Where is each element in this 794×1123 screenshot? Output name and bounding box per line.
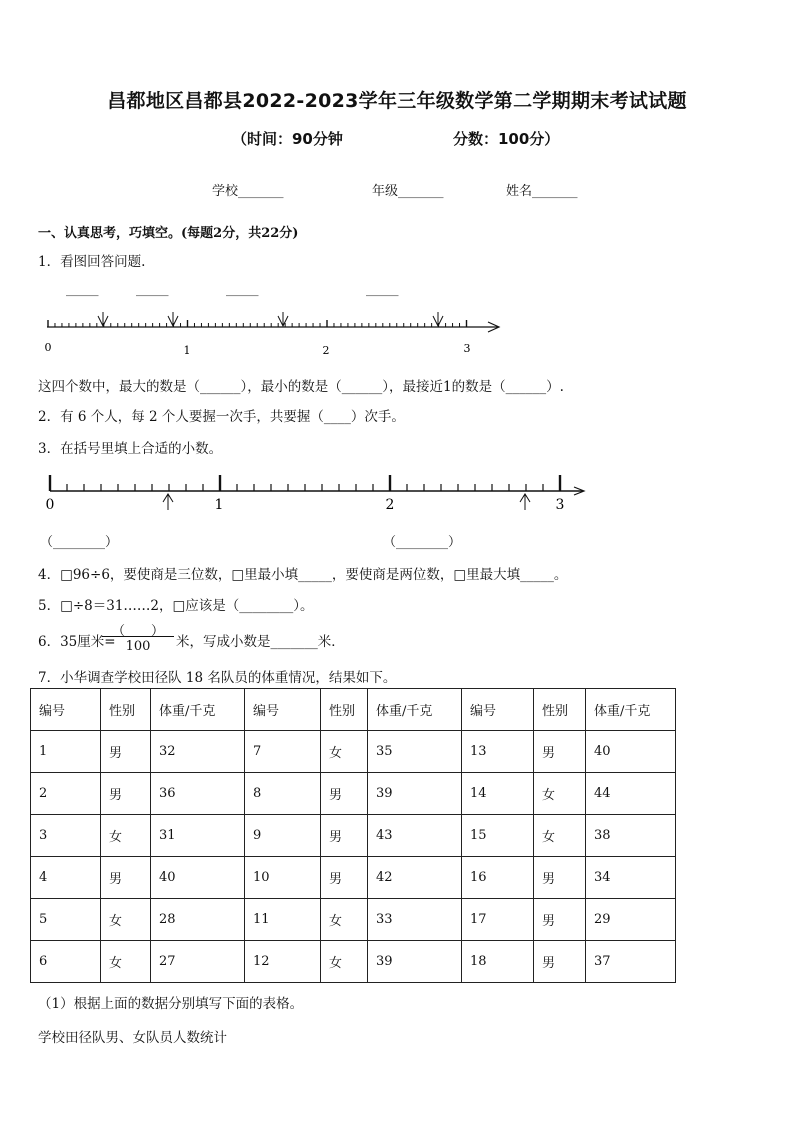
question-6-suffix: 米，写成小数是_______米． <box>176 634 345 650</box>
table-header-row <box>31 689 676 731</box>
table-cell: 6 <box>31 941 101 983</box>
table-cell: 女 <box>321 731 368 773</box>
table-cell: 男 <box>534 857 586 899</box>
tick-label-1: 1 <box>214 497 224 513</box>
table-cell: 男 <box>101 857 151 899</box>
table-cell: 40 <box>151 857 245 899</box>
table-row <box>31 731 676 773</box>
table-header-cell: 体重/千克 <box>368 689 462 731</box>
table-cell: 35 <box>368 731 462 773</box>
table-cell: 39 <box>368 941 462 983</box>
q1-blank-b: _____ <box>136 282 169 297</box>
table-cell: 女 <box>101 941 151 983</box>
tick-label-0: 0 <box>45 497 55 513</box>
table-caption: 学校田径队男、女队员人数统计 <box>38 1030 227 1046</box>
question-5-text: 5．□÷8＝31……2，□应该是（________）。 <box>38 598 314 614</box>
arrow-marker-4 <box>433 312 443 326</box>
number-line-1 <box>0 300 794 365</box>
table-cell: 40 <box>586 731 676 773</box>
page-title: 昌都地区昌都县2022-2023学年三年级数学第二学期期末考试试题 <box>107 90 687 112</box>
arrow-marker-2 <box>168 312 178 326</box>
table-cell: 女 <box>534 815 586 857</box>
table-cell: 男 <box>534 941 586 983</box>
table-cell: 12 <box>245 941 321 983</box>
table-header-cell: 编号 <box>31 689 101 731</box>
table-header-cell: 性别 <box>321 689 368 731</box>
table-cell: 15 <box>462 815 534 857</box>
table-cell: 36 <box>151 773 245 815</box>
table-cell: 10 <box>245 857 321 899</box>
question-4-text: 4．□96÷6，要使商是三位数，□里最小填_____，要使商是两位数，□里最大填_____。 <box>38 567 568 583</box>
school-field: 学校_______ <box>212 184 284 199</box>
tick-label-3: 3 <box>555 497 565 513</box>
table-cell: 男 <box>534 899 586 941</box>
table-cell: 9 <box>245 815 321 857</box>
table-cell: 11 <box>245 899 321 941</box>
table-cell: 1 <box>31 731 101 773</box>
table-cell: 男 <box>321 857 368 899</box>
table-cell: 2 <box>31 773 101 815</box>
table-cell: 男 <box>321 773 368 815</box>
table-row <box>31 815 676 857</box>
table-header-cell: 编号 <box>462 689 534 731</box>
section-heading: 一、认真思考，巧填空。(每题2分，共22分) <box>38 226 299 241</box>
grade-field: 年级_______ <box>372 184 444 199</box>
number-line-2 <box>0 466 794 521</box>
table-cell: 18 <box>462 941 534 983</box>
q3-blank-right: （________） <box>383 535 462 550</box>
question-7-sub-1: （1）根据上面的数据分别填写下面的表格。 <box>38 996 304 1012</box>
table-cell: 29 <box>586 899 676 941</box>
arrow-marker-3 <box>278 312 288 326</box>
exam-score: 分数：100分） <box>453 130 560 148</box>
weight-table <box>30 688 676 983</box>
table-cell: 4 <box>31 857 101 899</box>
name-field: 姓名_______ <box>506 184 578 199</box>
table-cell: 女 <box>321 899 368 941</box>
table-cell: 43 <box>368 815 462 857</box>
table-cell: 17 <box>462 899 534 941</box>
fraction-denominator: 100 <box>125 639 151 654</box>
table-cell: 13 <box>462 731 534 773</box>
q1-blank-c: _____ <box>226 282 259 297</box>
table-row <box>31 857 676 899</box>
table-cell: 31 <box>151 815 245 857</box>
table-cell: 男 <box>101 731 151 773</box>
tick-label-3: 3 <box>463 342 471 355</box>
exam-time: （时间：90分钟 <box>232 130 343 148</box>
table-cell: 女 <box>101 815 151 857</box>
table-cell: 男 <box>321 815 368 857</box>
table-header-cell: 性别 <box>534 689 586 731</box>
table-header-cell: 编号 <box>245 689 321 731</box>
table-cell: 44 <box>586 773 676 815</box>
table-cell: 39 <box>368 773 462 815</box>
table-cell: 7 <box>245 731 321 773</box>
question-2-text: 2．有 6 个人，每 2 个人要握一次手，共要握（____）次手。 <box>38 409 405 425</box>
table-cell: 32 <box>151 731 245 773</box>
table-row <box>31 773 676 815</box>
table-header-cell: 性别 <box>101 689 151 731</box>
table-cell: 8 <box>245 773 321 815</box>
table-cell: 34 <box>586 857 676 899</box>
question-1-answer-line: 这四个数中，最大的数是（______），最小的数是（______），最接近1的数是（______）. <box>38 379 564 395</box>
table-cell: 女 <box>101 899 151 941</box>
tick-label-1: 1 <box>183 344 191 357</box>
question-7-text: 7．小华调查学校田径队 18 名队员的体重情况，结果如下。 <box>38 670 397 686</box>
table-cell: 3 <box>31 815 101 857</box>
table-cell: 女 <box>321 941 368 983</box>
table-cell: 5 <box>31 899 101 941</box>
table-header-cell: 体重/千克 <box>151 689 245 731</box>
table-cell: 男 <box>534 731 586 773</box>
table-header-cell: 体重/千克 <box>586 689 676 731</box>
q1-blank-d: _____ <box>366 282 399 297</box>
table-cell: 16 <box>462 857 534 899</box>
table-row <box>31 941 676 983</box>
tick-label-0: 0 <box>44 341 52 354</box>
arrow-marker-5 <box>163 494 173 510</box>
fraction <box>102 620 174 654</box>
table-cell: 男 <box>101 773 151 815</box>
tick-label-2: 2 <box>322 344 330 357</box>
table-row <box>31 899 676 941</box>
tick-label-2: 2 <box>385 497 395 513</box>
arrow-marker-1 <box>98 312 108 326</box>
table-cell: 28 <box>151 899 245 941</box>
table-cell: 38 <box>586 815 676 857</box>
table-cell: 女 <box>534 773 586 815</box>
arrow-marker-6 <box>520 494 530 510</box>
q3-blank-left: （________） <box>40 535 119 550</box>
question-1-text: 1．看图回答问题. <box>38 254 146 270</box>
table-cell: 37 <box>586 941 676 983</box>
question-6-prefix: 6．35厘米= <box>38 634 116 650</box>
table-cell: 14 <box>462 773 534 815</box>
question-3-text: 3．在括号里填上合适的小数。 <box>38 441 223 457</box>
table-cell: 33 <box>368 899 462 941</box>
q1-blank-a: _____ <box>66 282 99 297</box>
table-cell: 27 <box>151 941 245 983</box>
fraction-numerator: （ ） <box>111 624 164 639</box>
table-cell: 42 <box>368 857 462 899</box>
